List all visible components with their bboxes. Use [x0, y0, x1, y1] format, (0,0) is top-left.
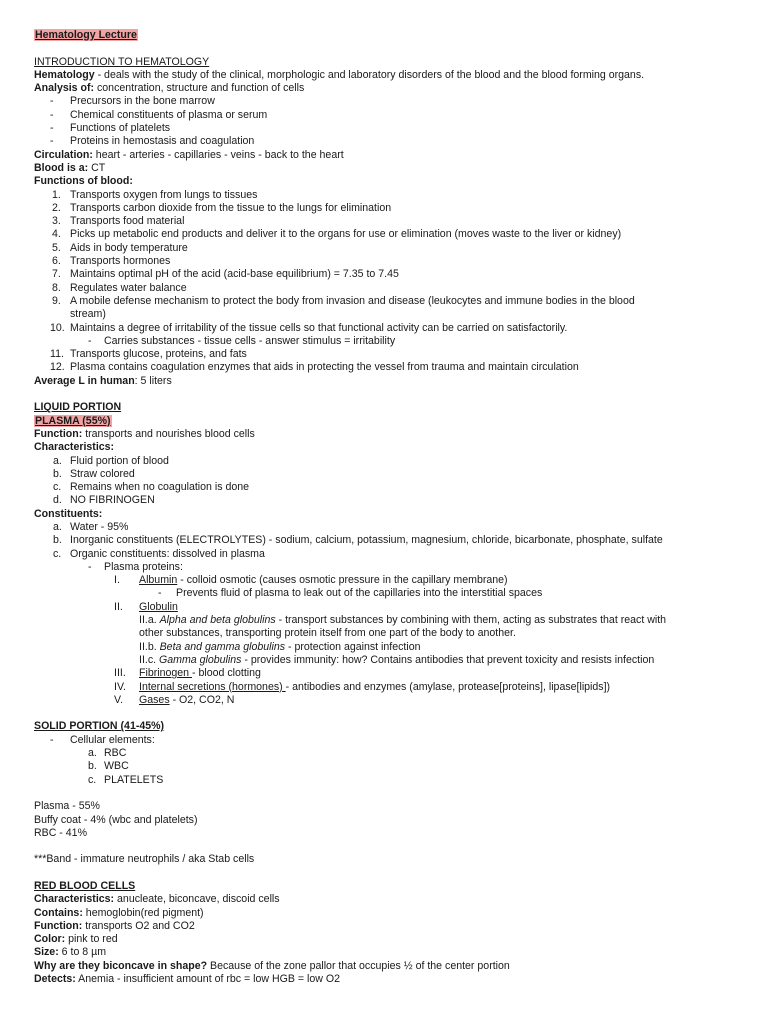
- list-item: d. NO FIBRINOGEN: [53, 494, 155, 507]
- list-item: 7. Maintains optimal pH of the acid (acid-base equilibrium) = 7.35 to 7.45: [52, 268, 399, 281]
- roman-list-item: I. Albumin - colloid osmotic (causes osmotic pressure in the capillary membrane): [114, 574, 508, 587]
- list-item: 11. Transports glucose, proteins, and fats: [50, 348, 247, 361]
- list-item: b. Straw colored: [53, 467, 135, 480]
- list-item: 9. A mobile defense mechanism to protect the body from invasion and disease (leukocytes and immune bodies in the blood: [52, 294, 635, 307]
- rbc-contains: Contains: hemoglobin(red pigment): [34, 906, 204, 919]
- rbc-percent: RBC - 41%: [34, 826, 87, 839]
- list-item: 10. Maintains a degree of irritability of the tissue cells so that functional activity can be carried on satisfactorily.: [50, 321, 568, 334]
- list-item: - Proteins in hemostasis and coagulation: [50, 135, 255, 148]
- buffy-coat-percent: Buffy coat - 4% (wbc and platelets): [34, 813, 198, 826]
- globulin-detail: II.c. Gamma globulins - provides immunity: how? Contains antibodies that prevent toxicity and resists infection: [139, 653, 655, 666]
- list-item: 12. Plasma contains coagulation enzymes that aids in protecting the vessel from trauma and maintain circulation: [50, 361, 579, 374]
- list-item: 8. Regulates water balance: [52, 281, 187, 294]
- list-item: c. Remains when no coagulation is done: [53, 481, 250, 494]
- rbc-color: Color: pink to red: [34, 933, 118, 946]
- sub-list-item: - Carries substances - tissue cells - answer stimulus = irritability: [88, 334, 396, 347]
- sub-list-item: - Prevents fluid of plasma to leak out of the capillaries into the interstitial spaces: [158, 587, 543, 600]
- functions-heading: Functions of blood:: [34, 175, 133, 188]
- list-item: - Precursors in the bone marrow: [50, 95, 215, 108]
- average-line: Average L in human: 5 liters: [34, 374, 172, 387]
- globulin-detail-continuation: other substances, transporting protein itself from one part of the body to another.: [139, 627, 516, 640]
- rbc-heading: RED BLOOD CELLS: [34, 880, 136, 892]
- list-item-continuation: stream): [70, 308, 106, 321]
- document-page: [34, 29, 734, 986]
- blood-is-line: Blood is a: CT: [34, 161, 106, 174]
- list-item: a. Water - 95%: [53, 520, 129, 533]
- list-item: 6. Transports hormones: [52, 255, 171, 268]
- list-item: 2. Transports carbon dioxide from the tissue to the lungs for elimination: [52, 201, 392, 214]
- analysis-line: Analysis of: concentration, structure and function of cells: [34, 82, 305, 95]
- solid-portion-heading: SOLID PORTION (41-45%): [34, 720, 165, 733]
- hematology-definition: Hematology - deals with the study of the clinical, morphologic and laboratory disorders of the blood and the blood forming organs.: [34, 68, 645, 81]
- list-item: - Cellular elements:: [50, 733, 155, 746]
- roman-list-item: II. Globulin: [114, 600, 178, 613]
- characteristics-heading: Characteristics:: [34, 441, 115, 454]
- list-item: a. Fluid portion of blood: [53, 454, 169, 467]
- list-item: c. Organic constituents: dissolved in plasma: [53, 547, 265, 560]
- intro-heading: INTRODUCTION TO HEMATOLOGY: [34, 55, 210, 68]
- plasma-heading: PLASMA (55%): [35, 414, 111, 427]
- roman-list-item: V. Gases - O2, CO2, N: [114, 693, 235, 706]
- roman-list-item: III. Fibrinogen - blood clotting: [114, 667, 261, 680]
- rbc-why-biconcave: Why are they biconcave in shape? Because of the zone pallor that occupies ½ of the center portion: [34, 959, 510, 972]
- constituents-heading: Constituents:: [34, 507, 103, 520]
- roman-list-item: IV. Internal secretions (hormones) - antibodies and enzymes (amylase, protease[proteins], lipase[lipids]): [114, 680, 611, 693]
- rbc-function: Function: transports O2 and CO2: [34, 919, 195, 932]
- plasma-function-line: Function: transports and nourishes blood cells: [34, 427, 255, 440]
- band-note: ***Band - immature neutrophils / aka Stab cells: [34, 853, 255, 866]
- globulin-detail: II.b. Beta and gamma globulins - protection against infection: [139, 640, 421, 653]
- list-item: 5. Aids in body temperature: [52, 241, 188, 254]
- list-item: - Chemical constituents of plasma or serum: [50, 108, 268, 121]
- list-item: b. Inorganic constituents (ELECTROLYTES) - sodium, calcium, potassium, magnesium, chloride, bicarbonate, phosphate, sulfate: [53, 534, 663, 547]
- rbc-detects: Detects: Anemia - insufficient amount of rbc = low HGB = low O2: [34, 973, 340, 986]
- list-item: 4. Picks up metabolic end products and deliver it to the organs for use or elimination (moves waste to the liver or kidney): [52, 228, 622, 241]
- rbc-characteristics: Characteristics: anucleate, biconcave, discoid cells: [34, 893, 280, 906]
- rbc-size: Size: 6 to 8 µm: [34, 946, 107, 959]
- list-item: - Functions of platelets: [50, 122, 171, 135]
- sub-list-item: b. WBC: [88, 760, 129, 773]
- plasma-percent: Plasma - 55%: [34, 800, 100, 813]
- sub-list-item: c. PLATELETS: [88, 773, 164, 786]
- list-item: 3. Transports food material: [52, 215, 185, 228]
- globulin-detail: II.a. Alpha and beta globulins - transport substances by combining with them, acting as substrates that react with: [139, 614, 667, 627]
- document-title: Hematology Lecture: [35, 29, 137, 41]
- list-item: 1. Transports oxygen from lungs to tissues: [52, 188, 258, 201]
- sub-list-item: - Plasma proteins:: [88, 560, 183, 573]
- liquid-portion-heading: LIQUID PORTION: [34, 401, 122, 414]
- circulation-line: Circulation: heart - arteries - capillaries - veins - back to the heart: [34, 148, 344, 161]
- sub-list-item: a. RBC: [88, 747, 127, 760]
